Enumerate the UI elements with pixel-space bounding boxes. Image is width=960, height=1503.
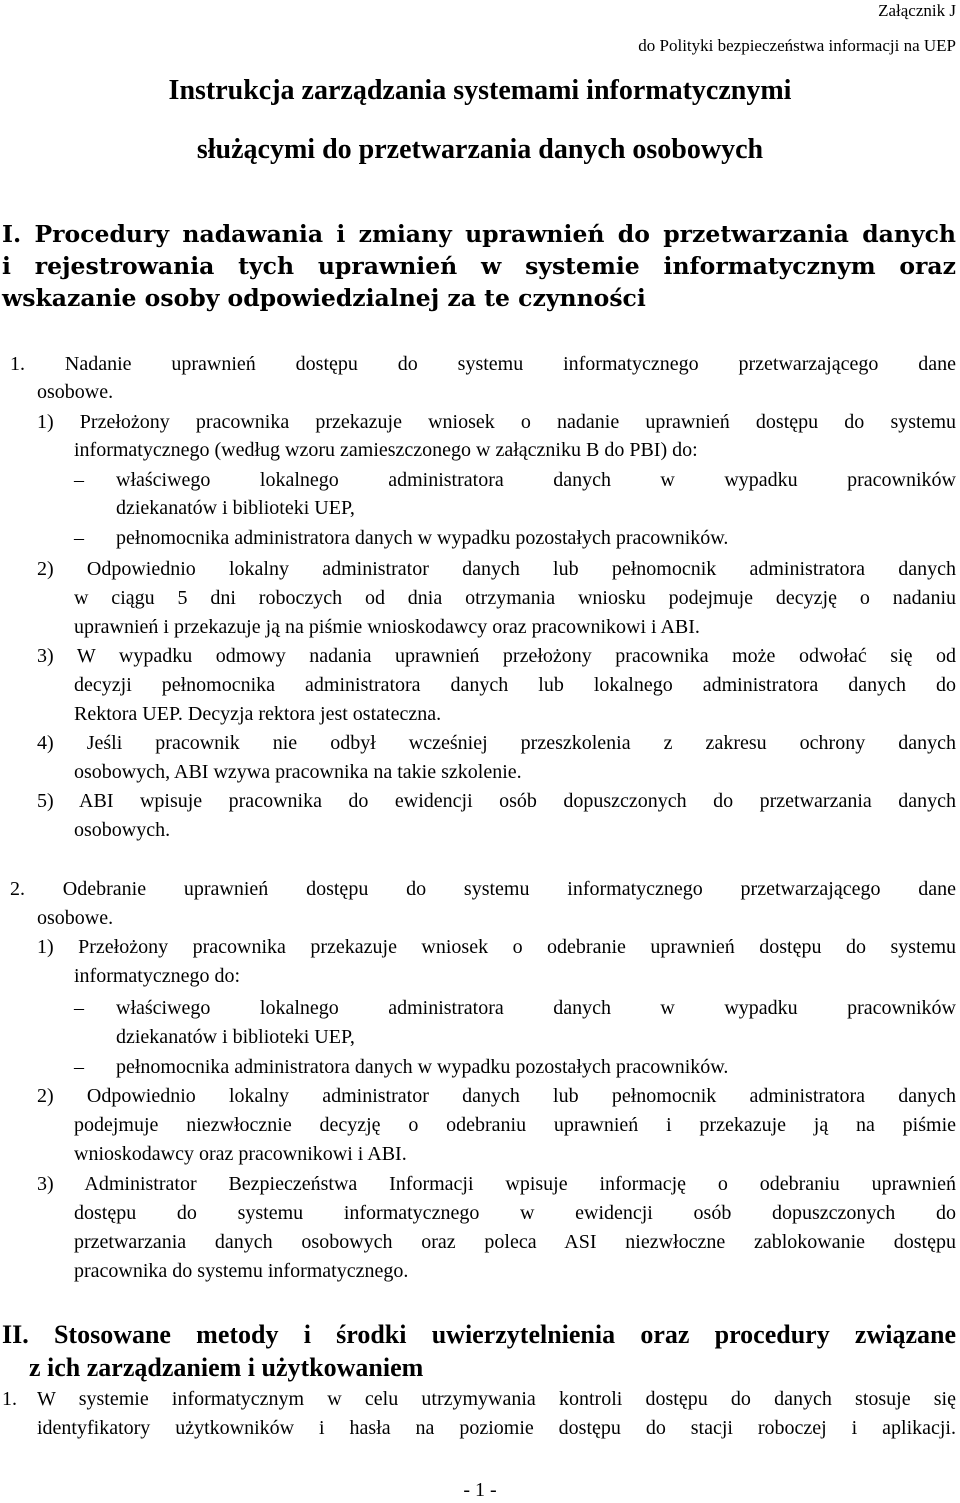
sub2-item2-line2: podejmuje niezwłocznie decyzję o odebraniu uprawnień i przekazuje ją na piśmie	[74, 1114, 956, 1136]
section2-item1-line2: identyfikatory użytkowników i hasła na poziomie dostępu do stacji roboczej i aplikacji.	[37, 1417, 956, 1439]
bullet-dash: –	[74, 527, 84, 549]
section2-item1-number: 1.	[2, 1388, 17, 1410]
section2-heading-line1: II. Stosowane metody i środki uwierzytelnienia oraz procedury związane	[2, 1320, 956, 1349]
sub1-item5-line2: osobowych.	[74, 819, 171, 841]
section2-heading-line2: z ich zarządzaniem i użytkowaniem	[29, 1353, 424, 1382]
sub2-item3-line4: pracownika do systemu informatycznego.	[74, 1260, 409, 1282]
page-number: - 1 -	[463, 1479, 497, 1501]
sub2-bullet2: pełnomocnika administratora danych w wypadku pozostałych pracowników.	[116, 1056, 729, 1078]
sub2-bullet1-line2: dziekanatów i biblioteki UEP,	[116, 1026, 355, 1048]
sub2-item1-line2: informatycznego do:	[74, 965, 241, 987]
sub2-bullet1-line1: właściwego lokalnego administratora danych w wypadku pracowników	[116, 997, 956, 1019]
sub2-title-line1: 2. Odebranie uprawnień dostępu do systemu informatycznego przetwarzającego dane	[10, 878, 956, 900]
sub1-title-line2: osobowe.	[37, 381, 114, 403]
sub1-item2-line3: uprawnień i przekazuje ją na piśmie wnioskodawcy oraz pracownikowi i ABI.	[74, 616, 700, 638]
bullet-dash: –	[74, 1056, 84, 1078]
policy-label: do Polityki bezpieczeństwa informacji na UEP	[638, 36, 956, 55]
section1-heading-line3: wskazanie osoby odpowiedzialnej za te czynności	[2, 284, 646, 312]
sub2-item3-line2: dostępu do systemu informatycznego w ewidencji osób dopuszczonych do	[74, 1202, 956, 1224]
section1-heading	[2, 218, 956, 314]
sub2-item2-line3: wnioskodawcy oraz pracownikowi i ABI.	[74, 1143, 407, 1165]
sub2-item2-line1: 2) Odpowiednio lokalny administrator danych lub pełnomocnik administratora danych	[37, 1085, 956, 1107]
sub2-item1-line1: 1) Przełożony pracownika przekazuje wniosek o odebranie uprawnień dostępu do systemu	[37, 936, 956, 958]
annex-label: Załącznik J	[878, 1, 956, 20]
sub2-title-line2: osobowe.	[37, 907, 114, 929]
sub1-bullet1-line1: właściwego lokalnego administratora danych w wypadku pracowników	[116, 469, 956, 491]
bullet-dash: –	[74, 997, 84, 1019]
sub2-item3-line3: przetwarzania danych osobowych oraz poleca ASI niezwłoczne zablokowanie dostępu	[74, 1231, 956, 1253]
document-title-line2: służącymi do przetwarzania danych osobowych	[196, 134, 764, 165]
sub1-item3-line2: decyzji pełnomocnika administratora danych lub lokalnego administratora danych do	[74, 674, 956, 696]
sub1-item1-line2: informatycznego (według wzoru zamieszczonego w załączniku B do PBI) do:	[74, 439, 698, 461]
sub1-item2-line2: w ciągu 5 dni roboczych od dnia otrzymania wniosku podejmuje decyzję o nadaniu	[74, 587, 956, 609]
section1-heading-line2: i rejestrowania tych uprawnień w systemie informatycznym oraz	[2, 252, 956, 280]
sub1-bullet2: pełnomocnika administratora danych w wypadku pozostałych pracowników.	[116, 527, 729, 549]
sub1-item2-line1: 2) Odpowiednio lokalny administrator danych lub pełnomocnik administratora danych	[37, 558, 956, 580]
sub1-title-line1: 1. Nadanie uprawnień dostępu do systemu informatycznego przetwarzającego dane	[10, 353, 956, 375]
section2-item1-line1: W systemie informatycznym w celu utrzymywania kontroli dostępu do danych stosuje się	[37, 1388, 956, 1410]
sub1-bullet1-line2: dziekanatów i biblioteki UEP,	[116, 497, 355, 519]
sub1-item5-line1: 5) ABI wpisuje pracownika do ewidencji osób dopuszczonych do przetwarzania danych	[37, 790, 956, 812]
sub1-item4-line2: osobowych, ABI wzywa pracownika na takie szkolenie.	[74, 761, 522, 783]
document-title-line1: Instrukcja zarządzania systemami informatycznymi	[168, 75, 792, 106]
sub1-item3-line3: Rektora UEP. Decyzja rektora jest ostateczna.	[74, 703, 442, 725]
bullet-dash: –	[74, 469, 84, 491]
sub2-item3-line1: 3) Administrator Bezpieczeństwa Informacji wpisuje informację o odebraniu uprawnień	[37, 1173, 956, 1195]
sub1-item3-line1: 3) W wypadku odmowy nadania uprawnień przełożony pracownika może odwołać się od	[37, 645, 956, 667]
sub1-item1-line1: 1) Przełożony pracownika przekazuje wniosek o nadanie uprawnień dostępu do systemu	[37, 411, 956, 433]
sub1-item4-line1: 4) Jeśli pracownik nie odbył wcześniej przeszkolenia z zakresu ochrony danych	[37, 732, 956, 754]
section1-heading-line1: I. Procedury nadawania i zmiany uprawnień do przetwarzania danych	[2, 220, 956, 248]
